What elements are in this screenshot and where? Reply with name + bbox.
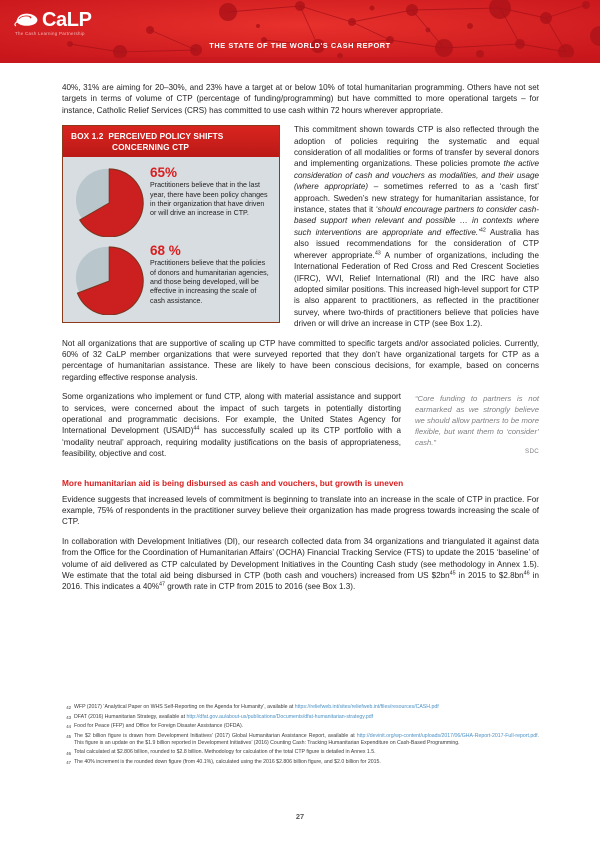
pie-chart-68 <box>70 241 144 315</box>
stat-value: 68 % <box>150 243 181 259</box>
logo-tagline: The Cash Learning Partnership <box>15 31 85 36</box>
page-content <box>62 82 539 601</box>
section-heading: More humanitarian aid is being disbursed as cash and vouchers, but growth is uneven <box>62 477 404 488</box>
p2-seg-c: Australia has also issued recommendations for the consideration of CTP wherever appropriate. <box>294 227 539 260</box>
page-header-banner <box>0 0 600 63</box>
stat-item <box>70 241 272 315</box>
box-1-2-label: BOX 1.2 <box>71 131 104 142</box>
footnote-body: The $2 billion figure is drawn from Development Initiatives’ (2017) Global Humanitarian Assistance Report, available at <box>74 732 357 739</box>
pie-chart-65-svg <box>70 163 144 237</box>
stat-text <box>150 163 272 218</box>
quote-and-text-wrap <box>62 391 539 459</box>
calp-bird-icon <box>14 11 40 29</box>
footnote-ref-44: 44 <box>193 425 200 432</box>
logo-wordmark: CaLP <box>42 9 92 31</box>
footnote-row <box>62 733 539 747</box>
pie-chart-68-svg <box>70 241 144 315</box>
box-1-2-title-line1: PERCEIVED POLICY SHIFTS <box>108 131 224 142</box>
box-1-2-header <box>63 126 279 157</box>
pie-chart-65 <box>70 163 144 237</box>
p2-italic-1: the active consideration of cash and vouchers as modalities, and their usage (where appropriate) <box>294 159 539 192</box>
paragraph-1: 40%, 31% are aiming for 20–30%, and 23% have a target at or below 10% of total humanitarian programming. Others have not set targets in terms of volume of CTP (percentage of funding/programming) but have committed to more operational targets – for instance, Catholic Relief Services (CRS) has committed to use cash within 72 hours wherever appropriate. <box>62 83 539 115</box>
footnote-ref-46: 46 <box>523 570 530 577</box>
footnote-body: DFAT (2016) Humanitarian Strategy, available at <box>74 713 187 720</box>
box-1-2-float <box>62 125 280 323</box>
paragraph-3: Not all organizations that are supportive of scaling up CTP have committed to specific targets and/or associated policies. Currently, 60% of 32 CaLP member organizations that were surveyed reported that they don’t have organizational targets for CTP as a percentage of humanitarian assistance. These are likely to have been conscious decisions, for example, based on concerns regarding effective response analysis. <box>62 338 539 382</box>
footnote-row <box>62 714 539 721</box>
calp-logo <box>14 9 144 43</box>
footnote-tail: This figure is an update on the $1.9 billion reported in Development Initiatives’ (2016) Counting Cash: Tracking Humanitarian Expenditure on Cash-Based Programming. <box>74 739 460 746</box>
p4-seg-b: has successfully scaled up its CTP portfolio with a ‘modality neutral’ approach, requiring modality justifications on the basis of appropriateness, feasibility, objective and cost. <box>62 426 401 459</box>
box-1-2-title-line2: CONCERNING CTP <box>112 141 189 152</box>
footnote-text <box>74 759 381 766</box>
pull-quote-text: “Core funding to partners is not earmarked as we strongly believe we should allow partners to be more flexible, but want them to ‘consider’ cash.” <box>415 394 539 448</box>
pull-quote <box>415 393 539 455</box>
p4-seg-a: Some organizations who implement or fund CTP, along with material assistance and support to services, were concerned about the impact of such targets in potentially distorting operational and programmatic decisions. For example, the United States Agency for International Development (USAID) <box>62 392 401 436</box>
footnote-link[interactable]: https://reliefweb.int/sites/reliefweb.int/files/resources/CASH.pdf <box>294 704 439 710</box>
p6-seg-a: In collaboration with Development Initiatives (DI), our research collected data from 34 organizations and triangulated it against data from the Office for the Coordination of Humanitarian Affairs’ (OCHA) Financial Tracking Service (FTS) to update the 2015 ‘baseline’ of volume of aid delivered as CTP calculated by Development Initiatives in the Counting Cash study (see methodology in Annex 1.5). We estimate that the total aid being disbursed in CTP (both cash and vouchers) increased from US $2bn <box>62 536 539 581</box>
footnote-row <box>62 723 539 730</box>
footnote-text <box>74 723 243 730</box>
pull-quote-attribution: SDC <box>525 448 539 456</box>
footnote-link[interactable]: http://dfat.gov.au/about-us/publications/Documents/dfat-humanitarian-strategy.pdf <box>186 713 374 720</box>
p2-italic-2: ‘should encourage partners to consider cash-based support when relevant and possible … in contexts where such interventions are appropriate and effective.’ <box>294 205 539 237</box>
p2-seg-b: – sometimes referred to as a ‘cash first’ approach. Sweden’s new strategy for humanitarian assistance, for instance, states that it <box>294 182 539 215</box>
footnote-number: 46 <box>66 750 71 756</box>
footnote-text <box>74 749 376 756</box>
footnote-body: Food for Peace (FFP) and Office for Foreign Disaster Assistance (OFDA). <box>74 723 244 730</box>
p6-seg-d: growth rate in CTP from 2015 to 2016 (see Box 1.3). <box>165 582 356 592</box>
footnote-ref-42: 42 <box>479 227 486 234</box>
footnote-body: Total calculated at $2.806 billion, rounded to $2.8 billion. Methodology for calculation of the total CTP figure is detailed in Annex 1.5. <box>74 749 376 756</box>
footnote-body: The 40% increment is the rounded down figure (from 40.1%), calculated using the 2016 $2.806 billion figure, and $2.0 billion for 2015. <box>74 758 381 765</box>
page-number: 27 <box>295 812 305 821</box>
footnote-row <box>62 704 539 711</box>
p6-seg-c: in 2016. This indicates a 40% <box>62 571 539 592</box>
stat-item <box>70 163 272 237</box>
stat-value: 65% <box>150 165 178 181</box>
footnote-ref-45: 45 <box>449 570 456 577</box>
footnote-number: 44 <box>66 724 71 730</box>
stat-description: Practitioners believe that the policies of donors and humanitarian agencies, and those being developed, will be effective in increasing the scale of cash assistance. <box>150 259 269 305</box>
stat-text <box>150 241 272 305</box>
footnote-text <box>74 714 373 721</box>
p2-seg-d: A number of organizations, including the International Federation of Red Cross and Red Crescent Societies (IFRC), WVI, Relief International (RI) and the IRC have also adopted similar positions. This increased high-level support for CTP is also apparent to practitioners, as reflected in the practitioner survey, where two-thirds of practitioners believe that policies have driven or will drive an increase in CTP (see Box 1.2). <box>294 250 539 329</box>
stat-description: Practitioners believe that in the last year, there have been policy changes in their organization that have driven or will drive an increase in CTP. <box>150 181 268 218</box>
p2-seg-a: This commitment shown towards CTP is also reflected through the adoption of policies requiring the systematic and equal consideration of all modalities or forms of transfer by several donors and implementing organizations. These policies promote <box>294 125 539 169</box>
p6-seg-b: in 2015 to $2.8bn <box>455 571 524 581</box>
footnote-number: 47 <box>66 760 71 766</box>
footnote-text <box>74 733 539 747</box>
footnote-number: 42 <box>66 705 71 711</box>
footnote-number: 43 <box>66 714 71 720</box>
footnote-ref-47: 47 <box>159 581 166 588</box>
footnote-body: WFP (2017) ‘Analytical Paper on WHS Self-Reporting on the Agenda for Humanity’, available at <box>74 704 295 710</box>
box-and-text-wrap <box>62 124 539 329</box>
report-title: THE STATE OF THE WORLD'S CASH REPORT <box>209 41 391 50</box>
footnote-number: 45 <box>66 733 71 739</box>
paragraph-6 <box>62 536 539 593</box>
footnote-text <box>74 704 439 711</box>
box-1-2-body <box>63 157 279 322</box>
paragraph-5: Evidence suggests that increased levels of commitment is beginning to translate into an increase in the scale of CTP in practice. For example, 75% of respondents in the practitioner survey believe their organization has made progress towards increasing the scale of CTP. <box>62 494 539 527</box>
footnote-ref-43: 43 <box>374 250 381 256</box>
footnote-link[interactable]: http://devinit.org/wp-content/uploads/2017/06/GHA-Report-2017-Full-report.pdf. <box>356 732 539 739</box>
footnotes-section <box>62 704 539 768</box>
footnote-row <box>62 759 539 766</box>
box-1-2 <box>62 125 280 323</box>
footnote-row <box>62 749 539 756</box>
